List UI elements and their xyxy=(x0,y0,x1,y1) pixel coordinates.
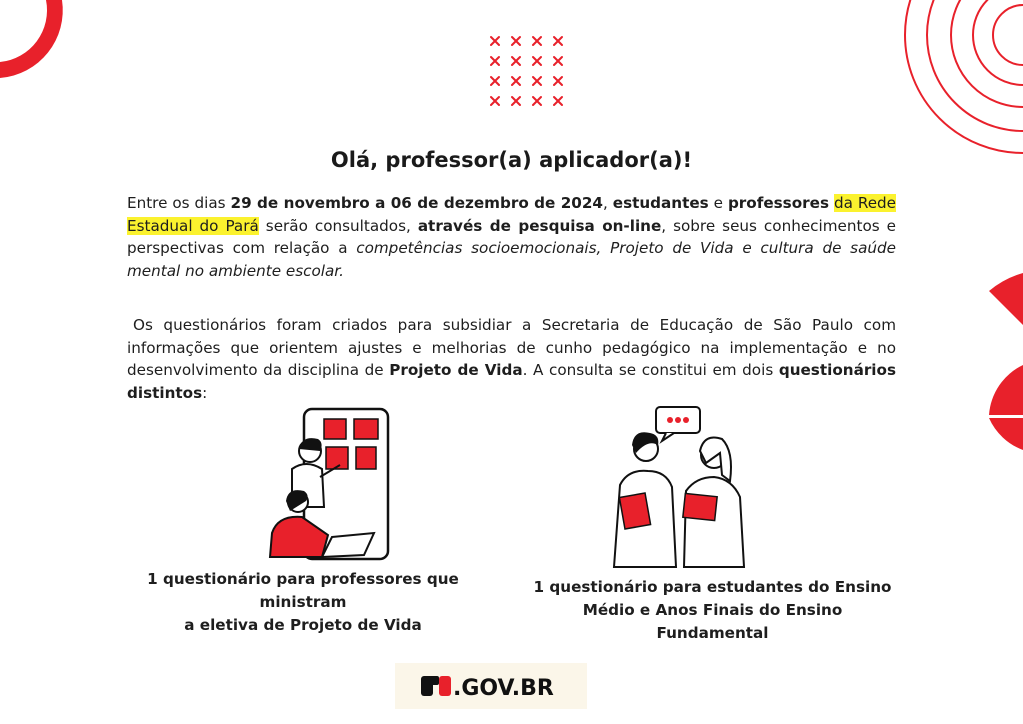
sp-gov-br-logo xyxy=(395,663,587,709)
student-questionnaire-caption: 1 questionário para estudantes do Ensino Médio e Anos Finais do Ensino Fundamental xyxy=(533,578,892,642)
right-semicircle-decoration xyxy=(989,265,1023,455)
x-grid-decoration xyxy=(487,33,567,113)
page-title: Olá, professor(a) aplicador(a)! xyxy=(330,148,693,172)
concentric-circles-decoration xyxy=(863,0,1023,160)
students-speech-illustration xyxy=(608,405,748,570)
corner-arc-decoration xyxy=(0,0,80,90)
svg-text:.GOV.BR: .GOV.BR xyxy=(452,676,554,700)
teacher-questionnaire-caption: 1 questionário para professores que ministram a eletiva de Projeto de Vida xyxy=(147,570,459,634)
intro-paragraph: Entre os dias 29 de novembro a 06 de dezembro de 2024, estudantes e professores da Rede Estadual do Pará serão consultados, através de pesquisa on-line, sobre seus conhecimentos e perspectivas com relação a competências socioemocionais, Projeto de Vida e cultura de saúde mental no ambiente escolar. xyxy=(127,194,897,280)
sp-gov-br-logo-mark xyxy=(419,672,564,700)
teacher-puzzle-illustration xyxy=(262,407,392,567)
questionnaire-paragraph: Os questionários foram criados para subsidiar a Secretaria de Educação de São Paulo com informações que orientem ajustes e melhorias de cunho pedagógico na implementação e no desenvolvimento da disciplina de Projeto de Vida. A consulta se constitui em dois questionários distintos: xyxy=(127,316,896,402)
highlighted-text: da Rede Estadual do Pará xyxy=(127,194,897,235)
